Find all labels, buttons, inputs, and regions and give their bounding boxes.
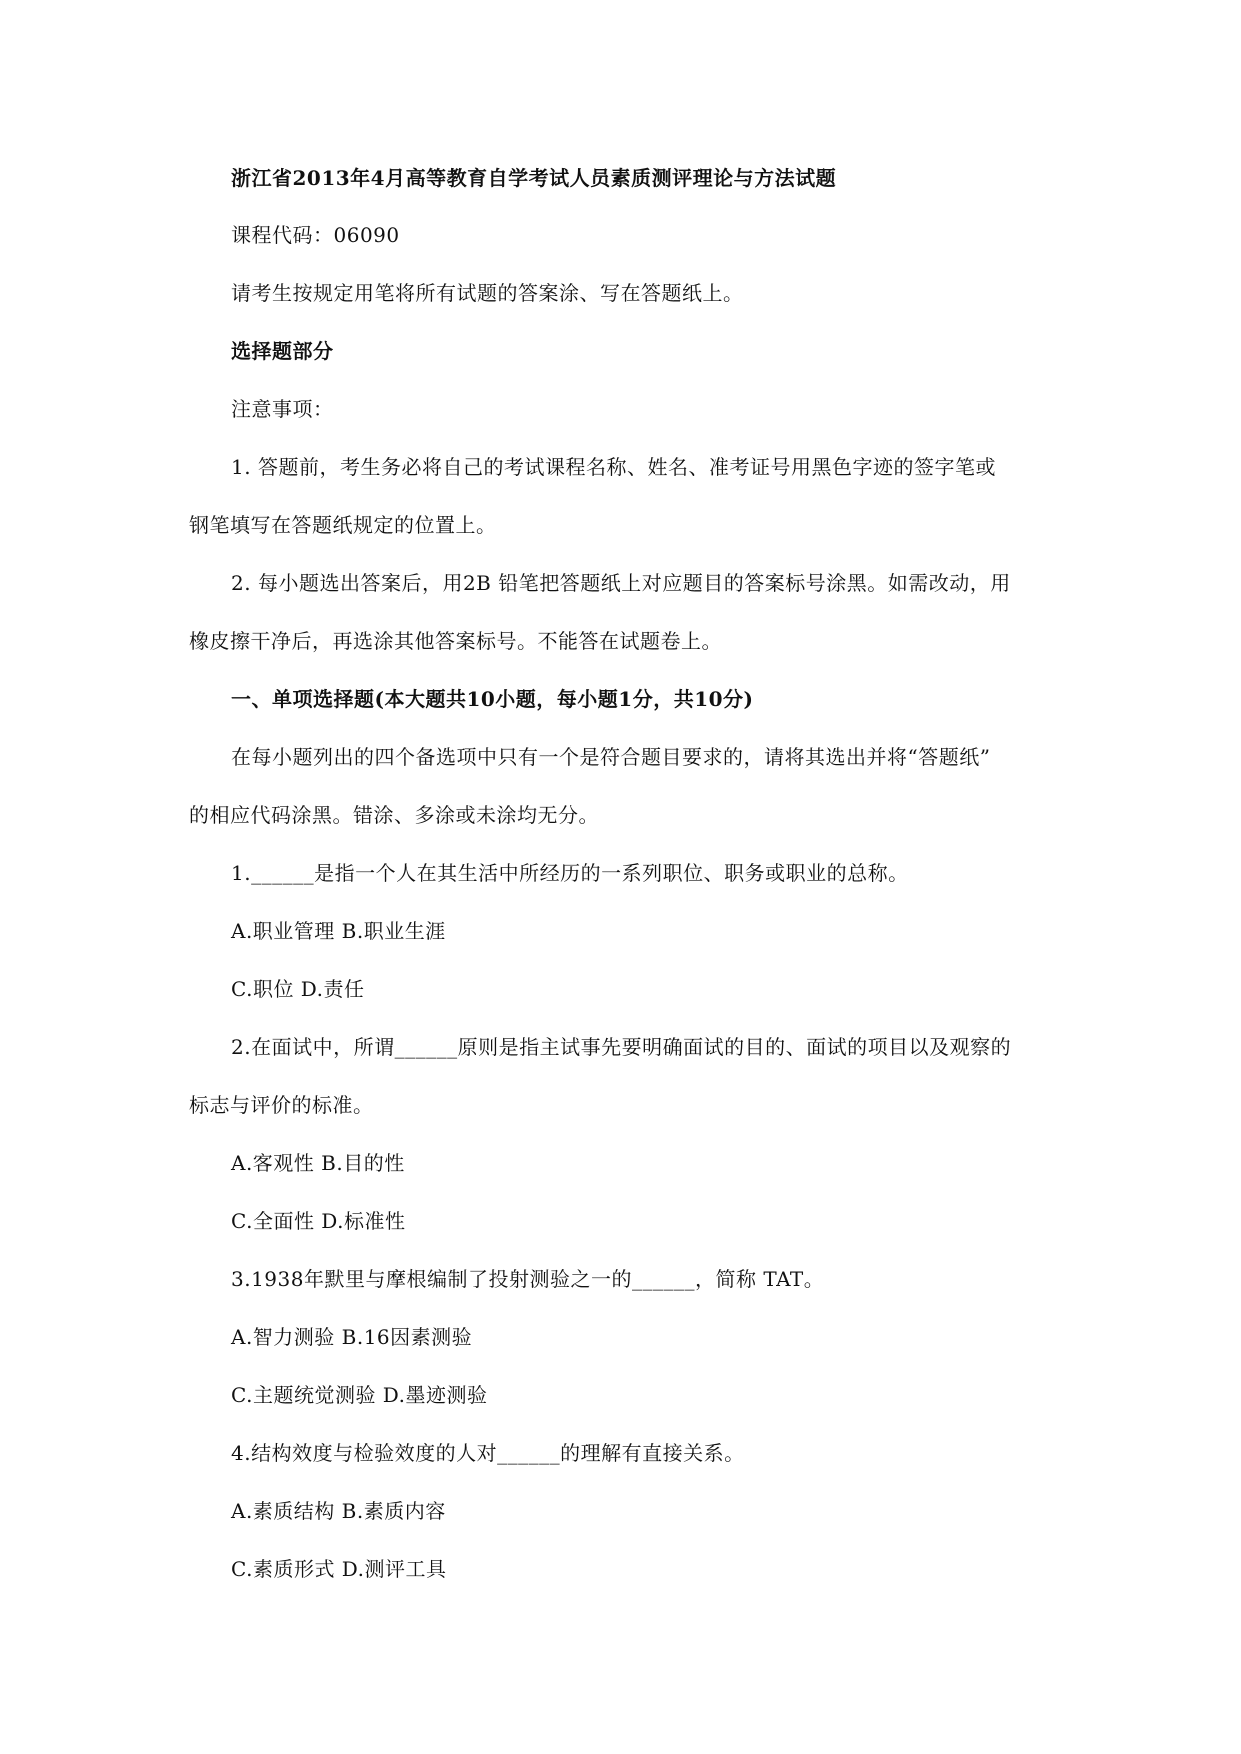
question-3-stem: 3.1938年默里与摩根编制了投射测验之一的______，简称 TAT。 [231, 1267, 825, 1291]
question-2-options-ab: A.客观性 B.目的性 [231, 1151, 405, 1175]
exam-title: 浙江省2013年4月高等教育自学考试人员素质测评理论与方法试题 [231, 166, 837, 190]
question-2-stem: 2.在面试中，所谓______原则是指主试事先要明确面试的目的、面试的项目以及观察的 [231, 1035, 1012, 1059]
question-1-options-cd: C.职位 D.责任 [231, 977, 365, 1001]
question-3-options-ab: A.智力测验 B.16因素测验 [231, 1325, 473, 1349]
note-1-line-1: 1. 答题前，考生务必将自己的考试课程名称、姓名、准考证号用黑色字迹的签字笔或 [231, 455, 996, 479]
section-instruction-line-1: 在每小题列出的四个备选项中只有一个是符合题目要求的，请将其选出并将“答题纸” [231, 745, 991, 769]
question-4-options-ab: A.素质结构 B.素质内容 [231, 1499, 446, 1523]
question-2-options-cd: C.全面性 D.标准性 [231, 1209, 406, 1233]
question-3-options-cd: C.主题统觉测验 D.墨迹测验 [231, 1383, 488, 1407]
note-1-line-2: 钢笔填写在答题纸规定的位置上。 [189, 513, 497, 537]
note-2-line-1: 2. 每小题选出答案后，用2B 铅笔把答题纸上对应题目的答案标号涂黑。如需改动，用 [231, 571, 1011, 595]
question-4-options-cd: C.素质形式 D.测评工具 [231, 1557, 447, 1581]
question-2-stem-continued: 标志与评价的标准。 [189, 1093, 374, 1117]
note-2-line-2: 橡皮擦干净后，再选涂其他答案标号。不能答在试题卷上。 [189, 629, 722, 653]
answer-instruction: 请考生按规定用笔将所有试题的答案涂、写在答题纸上。 [231, 281, 744, 305]
question-1-options-ab: A.职业管理 B.职业生涯 [231, 919, 446, 943]
notes-heading: 注意事项： [231, 397, 334, 421]
section-heading: 一、单项选择题(本大题共10小题，每小题1分，共10分) [231, 687, 754, 711]
section-instruction-line-2: 的相应代码涂黑。错涂、多涂或未涂均无分。 [189, 803, 599, 827]
part-heading: 选择题部分 [231, 339, 334, 363]
question-1-stem: 1.______是指一个人在其生活中所经历的一系列职位、职务或职业的总称。 [231, 861, 909, 885]
question-4-stem: 4.结构效度与检验效度的人对______的理解有直接关系。 [231, 1441, 745, 1465]
course-code: 课程代码：06090 [231, 223, 400, 247]
